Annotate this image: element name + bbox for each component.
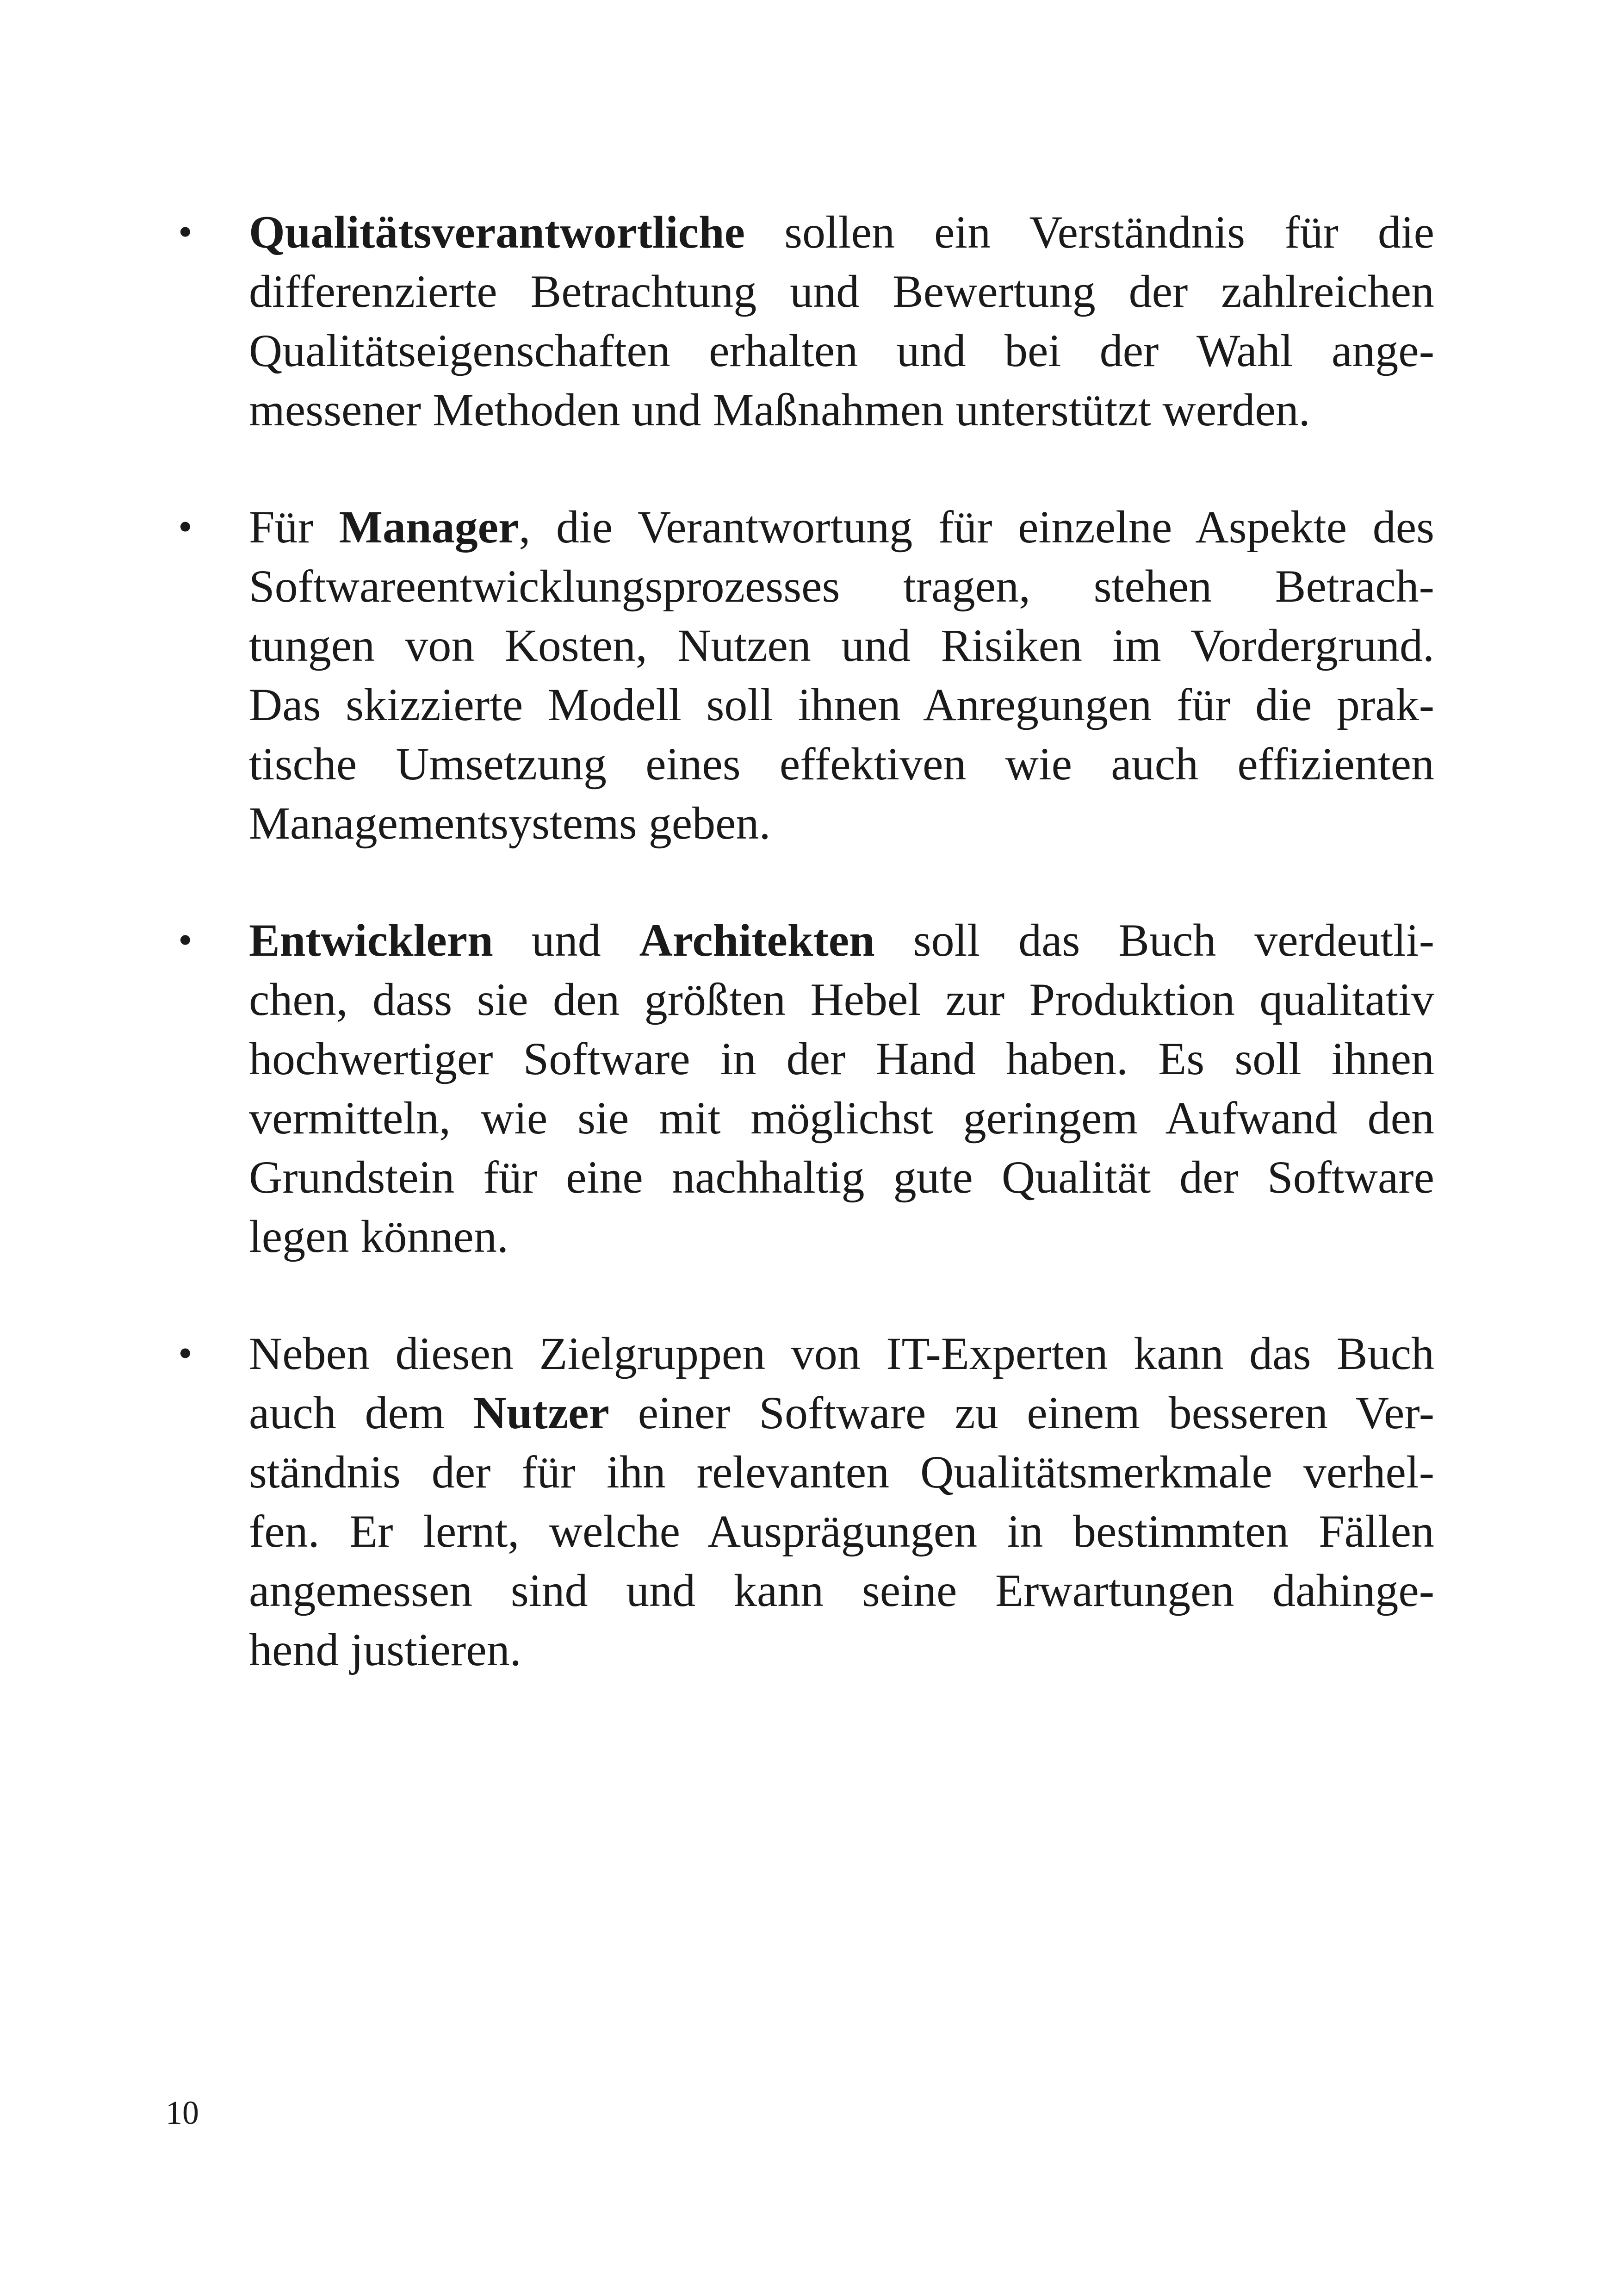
bold-term: Nutzer [473,1387,609,1438]
text-line: tungen von Kosten, Nutzen und Risiken im Vordergrund. [249,620,1434,671]
text-line: Entwicklern und Architekten soll das Buch verdeutli- [249,915,1435,966]
text-line: Das skizzierte Modell soll ihnen Anregungen für die prak- [249,679,1434,730]
text-line: chen, dass sie den größten Hebel zur Produktion qualitativ [249,974,1434,1025]
bullet-list [176,203,1434,1737]
text-line: Managementsystems geben. [249,797,771,849]
text-line: legen können. [249,1211,508,1262]
text-line: hochwertiger Software in der Hand haben. Es soll ihnen [249,1033,1434,1084]
text-line: Für Manager, die Verantwortung für einzelne Aspekte des [249,501,1434,553]
text-line: Neben diesen Zielgruppen von IT-Experten kann das Buch [249,1328,1434,1379]
text-line: Qualitätseigenschaften erhalten und bei der Wahl ange- [249,325,1434,376]
text-line: ständnis der für ihn relevanten Qualitätsmerkmale verhel- [249,1446,1434,1498]
text-line: angemessen sind und kann seine Erwartungen dahinge- [249,1565,1434,1616]
bullet-icon: • [178,918,192,963]
bold-term: Architekten [639,915,875,966]
text-line: differenzierte Betrachtung und Bewertung der zahlreichen [249,266,1434,317]
bullet-icon: • [178,1331,192,1376]
text-line: tische Umsetzung eines effektiven wie auch effizienten [249,738,1434,790]
list-item-managers [176,498,1434,853]
list-item-quality-managers [176,203,1434,440]
bold-term: Manager [339,501,519,553]
list-item-users [176,1324,1434,1680]
text-line: Softwareentwicklungsprozesses tragen, stehen Betrach- [249,560,1434,612]
list-item-developers-architects [176,911,1434,1266]
text-line: fen. Er lernt, welche Ausprägungen in bestimmten Fällen [249,1506,1434,1557]
text-line: hend justieren. [249,1624,521,1675]
text-line: messener Methoden und Maßnahmen unterstützt werden. [249,384,1310,436]
bullet-icon: • [178,210,192,255]
text-line: Grundstein für eine nachhaltig gute Qualität der Software [249,1151,1434,1203]
text-line: vermitteln, wie sie mit möglichst geringem Aufwand den [249,1092,1434,1144]
text-line: Qualitätsverantwortliche sollen ein Verständnis für die [249,206,1434,258]
bold-term: Qualitätsverantwortliche [249,206,745,258]
bold-term: Entwicklern [249,915,493,966]
page-number: 10 [166,2094,199,2131]
text-line: auch dem Nutzer einer Software zu einem besseren Ver- [249,1387,1434,1438]
bullet-icon: • [178,504,192,549]
